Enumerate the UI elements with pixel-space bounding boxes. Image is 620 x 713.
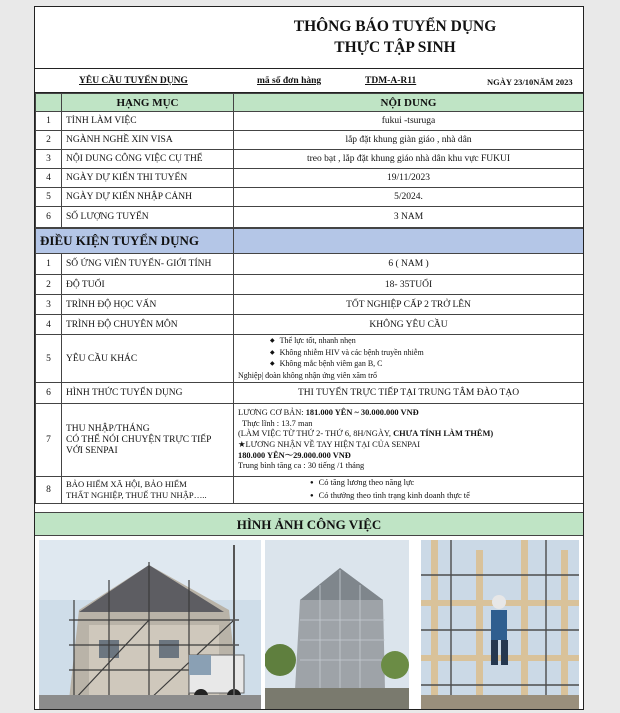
requirement-bullet: ◆ Thể lực tốt, nhanh nhẹn [238, 336, 579, 348]
base-salary-value: 181.000 YÊN ~ 30.000.000 VNĐ [305, 408, 419, 418]
income-label-line: VỚI SENPAI [66, 445, 118, 456]
row-value: THI TUYỂN TRỰC TIẾP TẠI TRUNG TÂM ĐÀO TẠO [234, 383, 584, 404]
notice-date: NGÀY 23/10NĂM 2023 [487, 77, 573, 87]
section-title-row [36, 229, 584, 254]
insurance-label-line: BẢO HIỂM XÃ HỘI, BẢO HIỂM [66, 479, 187, 489]
header-content: NỘI DUNG [234, 94, 584, 112]
row-num: 1 [36, 254, 62, 275]
row-item: TRÌNH ĐỘ HỌC VẤN [62, 295, 234, 315]
senpai-income-amount: 180.000 YÊN～29.000.000 VNĐ [238, 450, 351, 460]
row-num: 2 [36, 131, 62, 150]
table-row [36, 295, 584, 315]
insurance-label [62, 477, 234, 504]
row-value: treo bạt , lắp đặt khung giáo nhà dân khu vực FUKUI [234, 150, 584, 169]
requirement-bullet: ◆ Không mắc bệnh viêm gan B, C [238, 359, 579, 371]
row-num: 1 [36, 112, 62, 131]
table-row [36, 254, 584, 275]
row-item: TRÌNH ĐỘ CHUYÊN MÔN [62, 315, 234, 335]
row-item: TỈNH LÀM VIỆC [62, 112, 234, 131]
row-num: 5 [36, 188, 62, 207]
row-num: 6 [36, 207, 62, 228]
work-photos [35, 536, 583, 710]
table-row [36, 150, 584, 169]
images-section-title: HÌNH ẢNH CÔNG VIỆC [35, 512, 583, 536]
income-label [62, 404, 234, 477]
net-income: Thực lĩnh : 13.7 man [242, 418, 313, 428]
income-details [234, 404, 584, 477]
income-label-line: THU NHẬP/THÁNG [66, 423, 150, 434]
requirement-label: YÊU CẦU TUYỂN DỤNG [79, 76, 188, 86]
benefit-bullet: ● Có tăng lương theo năng lực [238, 477, 579, 490]
other-requirements [234, 335, 584, 383]
table-header-row [36, 94, 584, 112]
row-item: NGÀY DỰ KIẾN NHẬP CẢNH [62, 188, 234, 207]
order-code-label: mã số đơn hàng [257, 76, 322, 86]
row-num: 3 [36, 150, 62, 169]
row-item: SỐ LƯỢNG TUYỂN [62, 207, 234, 228]
row-num: 3 [36, 295, 62, 315]
table-row [36, 383, 584, 404]
row-item: HÌNH THỨC TUYỂN DỤNG [62, 383, 234, 404]
table-row [36, 404, 584, 477]
row-item: SỐ ỨNG VIÊN TUYỂN- GIỚI TÍNH [62, 254, 234, 275]
row-value: KHÔNG YÊU CẦU [234, 315, 584, 335]
wooden-frame-photo [421, 540, 579, 710]
table-row [36, 131, 584, 150]
row-value: 19/11/2023 [234, 169, 584, 188]
row-value: TỐT NGHIỆP CẤP 2 TRỞ LÊN [234, 295, 584, 315]
table-row [36, 188, 584, 207]
row-item: YÊU CẦU KHÁC [62, 335, 234, 383]
row-value: 18- 35TUỔI [234, 275, 584, 295]
work-hours-note: CHƯA TÍNH LÀM THÊM) [393, 429, 494, 439]
row-num: 5 [36, 335, 62, 383]
row-num: 4 [36, 315, 62, 335]
recruitment-notice [34, 6, 584, 710]
table-row [36, 112, 584, 131]
notice-title: THÔNG BÁO TUYỂN DỤNG [293, 18, 497, 35]
job-details-table [35, 93, 584, 228]
row-num: 6 [36, 383, 62, 404]
work-hours [238, 429, 579, 440]
table-row [36, 169, 584, 188]
header-num [36, 94, 62, 112]
row-value: 6 ( NAM ) [234, 254, 584, 275]
row-item: NỘI DUNG CÔNG VIỆC CỤ THỂ [62, 150, 234, 169]
section-title: ĐIỀU KIỆN TUYỂN DỤNG [36, 229, 234, 254]
row-value: 3 NAM [234, 207, 584, 228]
base-salary-label: LƯƠNG CƠ BẢN: [238, 408, 306, 418]
row-num: 2 [36, 275, 62, 295]
benefit-bullet: ● Có thưởng theo tình trạng kinh doanh thực tế [238, 490, 579, 503]
base-salary [238, 408, 579, 419]
table-row [36, 207, 584, 228]
row-num: 4 [36, 169, 62, 188]
table-row [36, 335, 584, 383]
insurance-details [234, 477, 584, 504]
row-item: NGÀY DỰ KIẾN THI TUYỂN [62, 169, 234, 188]
row-num: 8 [36, 477, 62, 504]
table-row [36, 477, 584, 504]
overtime: Trung bình tăng ca : 30 tiếng /1 tháng [238, 461, 365, 471]
info-row [35, 69, 583, 93]
conditions-table [35, 228, 584, 504]
table-row [36, 275, 584, 295]
row-num: 7 [36, 404, 62, 477]
senpai-income-value [238, 451, 579, 462]
row-value: fukui -tsuruga [234, 112, 584, 131]
header-item: HẠNG MỤC [62, 94, 234, 112]
title-box [35, 7, 583, 69]
insurance-label-line: THẤT NGHIỆP, THUẾ THU NHẬP….. [66, 490, 207, 500]
income-label-line: CÓ THỂ NÓI CHUYỆN TRỰC TIẾP [66, 434, 212, 445]
table-row [36, 315, 584, 335]
row-item: ĐỘ TUỔI [62, 275, 234, 295]
work-hours-text: (LÀM VIỆC TỪ THỨ 2- THỨ 6, 8H/NGÀY, [238, 429, 394, 439]
senpai-income-label: ★LƯƠNG NHẬN VỀ TAY HIỆN TẠI CỦA SENPAI [238, 440, 421, 449]
scaffolding-house-photo [39, 540, 261, 710]
row-value: 5/2024. [234, 188, 584, 207]
requirement-note: Nghiệp| đoàn không nhận ứng viên xăm trổ [238, 370, 378, 380]
row-item: NGÀNH NGHỀ XIN VISA [62, 131, 234, 150]
order-code: TDM-A-R11 [365, 76, 417, 86]
row-value: lắp đặt khung giàn giáo , nhà dân [234, 131, 584, 150]
covered-building-photo [265, 540, 409, 710]
notice-subtitle: THỰC TẬP SINH [334, 39, 456, 56]
section-title-blank [234, 229, 584, 254]
requirement-bullet: ◆ Không nhiễm HIV và các bệnh truyền nhiễm [238, 348, 579, 360]
